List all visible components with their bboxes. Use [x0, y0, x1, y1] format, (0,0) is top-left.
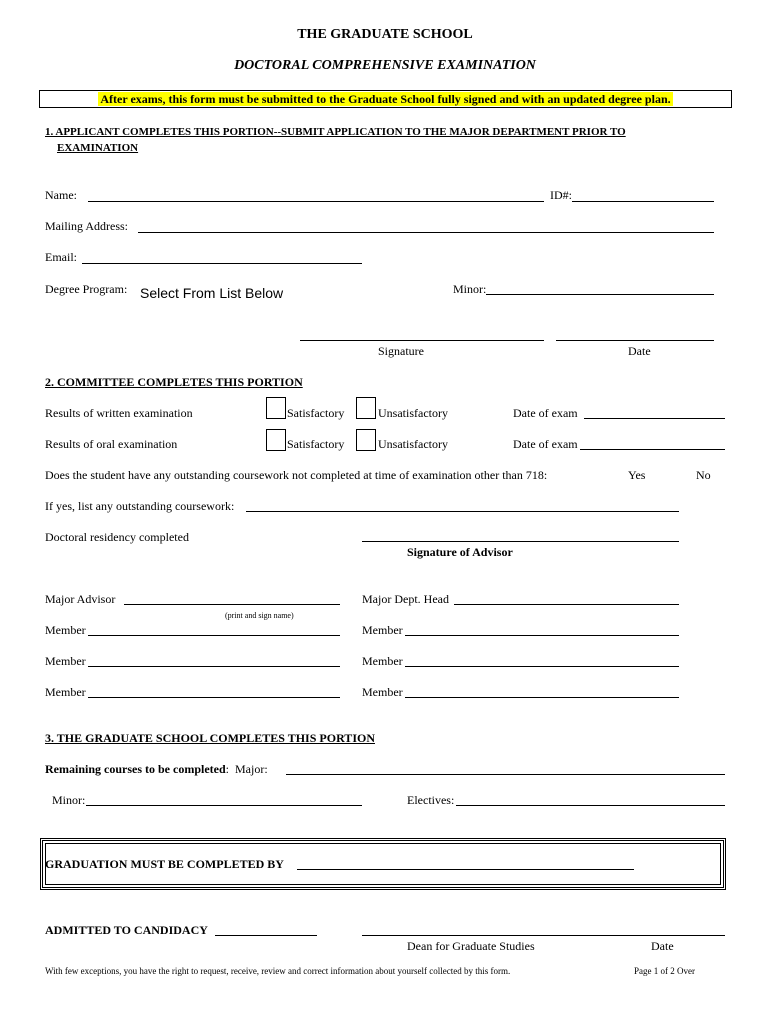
member-label-2: Member	[362, 623, 403, 637]
minor-courses-field[interactable]	[86, 805, 362, 806]
written-date-field[interactable]	[584, 418, 725, 419]
member-label-1: Member	[45, 623, 86, 637]
email-label: Email:	[45, 250, 77, 264]
dean-date-label: Date	[651, 939, 674, 953]
electives-field[interactable]	[456, 805, 725, 806]
section3-heading: 3. THE GRADUATE SCHOOL COMPLETES THIS PORTION	[45, 731, 375, 745]
mailing-field[interactable]	[138, 232, 714, 233]
mailing-label: Mailing Address:	[45, 219, 128, 233]
degree-label: Degree Program:	[45, 282, 128, 296]
email-field[interactable]	[82, 263, 362, 264]
signature-label: Signature	[378, 344, 424, 358]
dept-head-field[interactable]	[454, 604, 679, 605]
member-field-6[interactable]	[405, 697, 679, 698]
print-sign-note: (print and sign name)	[225, 611, 294, 620]
member-field-2[interactable]	[405, 635, 679, 636]
residency-label: Doctoral residency completed	[45, 530, 189, 544]
minor-field[interactable]	[486, 294, 714, 295]
graduation-field[interactable]	[297, 869, 634, 870]
dean-label: Dean for Graduate Studies	[407, 939, 535, 953]
written-label: Results of written examination	[45, 406, 193, 420]
major-advisor-field[interactable]	[124, 604, 340, 605]
dept-head-label: Major Dept. Head	[362, 592, 449, 606]
member-label-5: Member	[45, 685, 86, 699]
advisor-signature-field[interactable]	[362, 541, 679, 542]
written-unsatisfactory-checkbox[interactable]	[356, 397, 376, 419]
outstanding-question: Does the student have any outstanding coursework not completed at time of examination other than 718:	[45, 468, 548, 482]
minor-courses-label: Minor:	[52, 793, 86, 807]
remaining-label: Remaining courses to be completed	[45, 762, 226, 776]
section1-heading-cont: EXAMINATION	[57, 142, 139, 154]
id-label: ID#:	[550, 188, 572, 202]
school-title: THE GRADUATE SCHOOL	[297, 27, 473, 42]
member-field-4[interactable]	[405, 666, 679, 667]
page-number: Page 1 of 2 Over	[634, 966, 695, 976]
id-field[interactable]	[572, 201, 714, 202]
remaining-major-field[interactable]	[286, 774, 725, 775]
written-unsatisfactory-label: Unsatisfactory	[378, 406, 448, 420]
section1-heading: 1. APPLICANT COMPLETES THIS PORTION--SUBMIT APPLICATION TO THE MAJOR DEPARTMENT PRIOR TO	[45, 126, 626, 138]
advisor-signature-label: Signature of Advisor	[407, 545, 513, 559]
list-outstanding-field[interactable]	[246, 511, 679, 512]
major-advisor-label: Major Advisor	[45, 592, 116, 606]
oral-date-field[interactable]	[580, 449, 725, 450]
name-field[interactable]	[88, 201, 544, 202]
yes-option[interactable]: Yes	[628, 468, 646, 482]
oral-satisfactory-label: Satisfactory	[287, 437, 345, 451]
oral-label: Results of oral examination	[45, 437, 178, 451]
oral-date-label: Date of exam	[513, 437, 578, 451]
signature-date-label: Date	[628, 344, 651, 358]
member-field-5[interactable]	[88, 697, 340, 698]
minor-label: Minor:	[453, 282, 487, 296]
list-outstanding-label: If yes, list any outstanding coursework:	[45, 499, 235, 513]
notice-text: After exams, this form must be submitted to the Graduate School fully signed and with an updated degree plan.	[100, 92, 671, 106]
section2-heading: 2. COMMITTEE COMPLETES THIS PORTION	[45, 375, 303, 389]
member-label-6: Member	[362, 685, 403, 699]
electives-label: Electives:	[407, 793, 455, 807]
major-label: Major:	[235, 762, 268, 776]
member-field-1[interactable]	[88, 635, 340, 636]
admitted-label: ADMITTED TO CANDIDACY	[45, 923, 208, 937]
dean-signature-field[interactable]	[362, 935, 725, 936]
written-satisfactory-label: Satisfactory	[287, 406, 345, 420]
remaining-row: Remaining courses to be completed: Major:	[45, 762, 268, 776]
member-label-4: Member	[362, 654, 403, 668]
name-label: Name:	[45, 188, 77, 202]
graduation-label: GRADUATION MUST BE COMPLETED BY	[45, 857, 284, 871]
oral-satisfactory-checkbox[interactable]	[266, 429, 286, 451]
member-label-3: Member	[45, 654, 86, 668]
oral-unsatisfactory-label: Unsatisfactory	[378, 437, 448, 451]
admitted-field[interactable]	[215, 935, 317, 936]
written-date-label: Date of exam	[513, 406, 578, 420]
no-option[interactable]: No	[696, 468, 711, 482]
degree-select[interactable]: Select From List Below	[140, 285, 284, 301]
written-satisfactory-checkbox[interactable]	[266, 397, 286, 419]
signature-field[interactable]	[300, 340, 544, 341]
notice-box	[39, 90, 732, 108]
member-field-3[interactable]	[88, 666, 340, 667]
oral-unsatisfactory-checkbox[interactable]	[356, 429, 376, 451]
privacy-notice: With few exceptions, you have the right to request, receive, review and correct information about yourself collected by this form.	[45, 966, 511, 976]
signature-date-field[interactable]	[556, 340, 714, 341]
form-title: DOCTORAL COMPREHENSIVE EXAMINATION	[234, 58, 536, 73]
